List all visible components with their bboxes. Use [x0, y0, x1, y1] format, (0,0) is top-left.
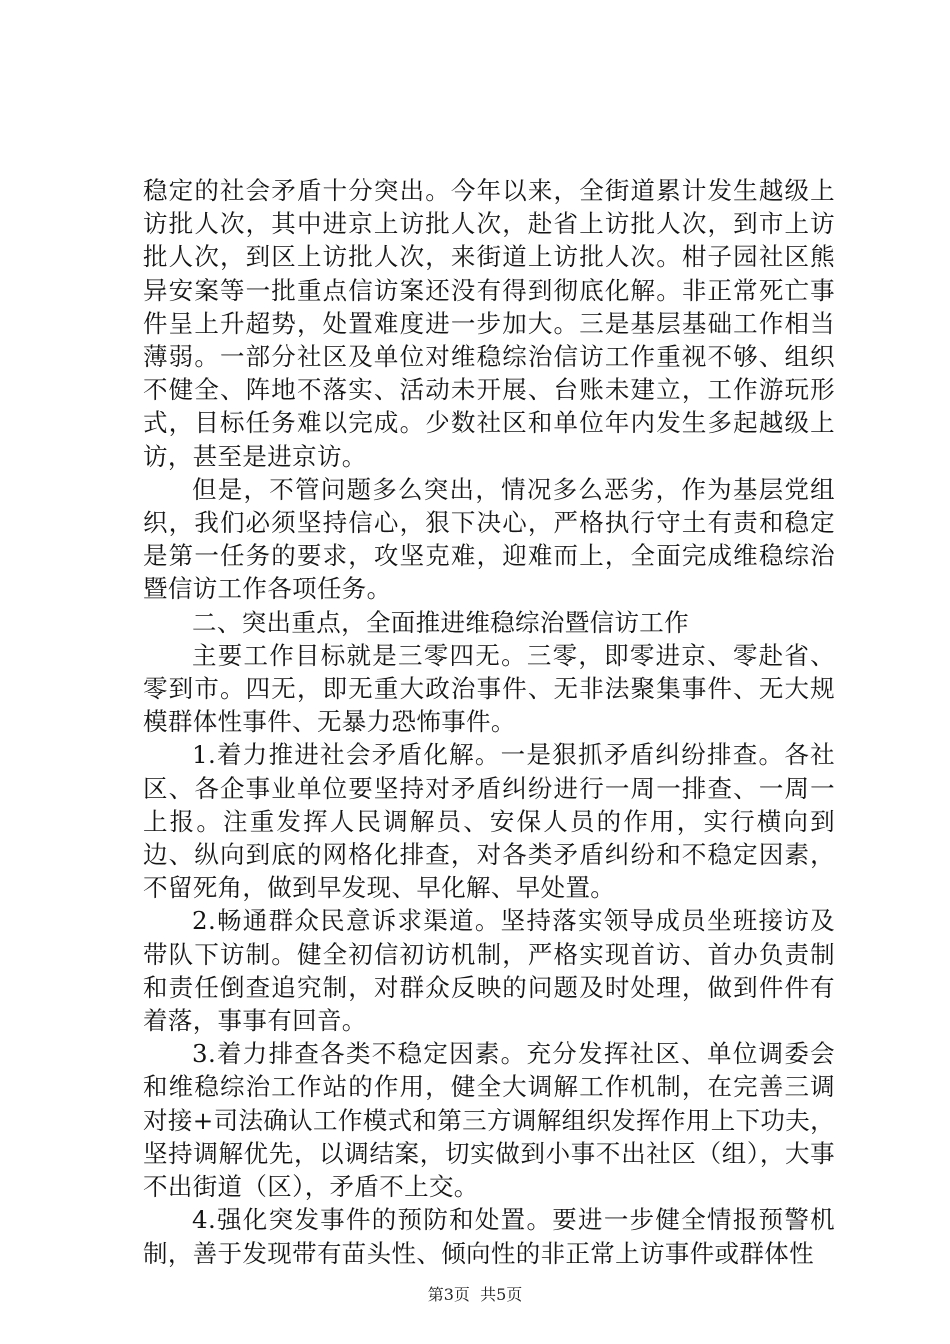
paragraph-main-goal: 主要工作目标就是三零四无。三零，即零进京、零赴省、零到市。四无，即无重大政治事件、无非法聚集事件、无大规模群体性事件、无暴力恐怖事件。	[143, 640, 835, 737]
paragraph-item-4: 4.强化突发事件的预防和处置。要进一步健全情报预警机制，善于发现带有苗头性、倾向性的非正常上访事件或群体性	[143, 1205, 835, 1268]
page-footer	[0, 1282, 950, 1305]
section-heading: 二、突出重点，全面推进维稳综治暨信访工作	[192, 607, 689, 637]
paragraph-continuation: 稳定的社会矛盾十分突出。今年以来，全街道累计发生越级上访批人次，其中进京上访批人次，赴省上访批人次，到市上访批人次，到区上访批人次，来街道上访批人次。柑子园社区熊异安案等一批重点信访案还没有得到彻底化解。非正常死亡事件呈上升超势，处置难度进一步加大。三是基层基础工作相当薄弱。一部分社区及单位对维稳综治信访工作重视不够、组织不健全、阵地不落实、活动未开展、台账未建立，工作游玩形式，目标任务难以完成。少数社区和单位年内发生多起越级上访，甚至是进京访。	[143, 176, 835, 471]
document-body	[143, 174, 835, 1270]
page-number-label: 第3页 共5页	[427, 1285, 523, 1304]
paragraph-item-3: 3.着力排查各类不稳定因素。充分发挥社区、单位调委会和维稳综治工作站的作用，健全大调解工作机制，在完善三调对接+司法确认工作模式和第三方调解组织发挥作用上下功夫，坚持调解优先，以调结案，切实做到小事不出社区（组），大事不出街道（区），矛盾不上交。	[143, 1039, 835, 1202]
paragraph-item-2: 2.畅通群众民意诉求渠道。坚持落实领导成员坐班接访及带队下访制。健全初信初访机制，严格实现首访、首办负责制和责任倒查追究制，对群众反映的问题及时处理，做到件件有着落，事事有回音。	[143, 906, 835, 1036]
paragraph-resolve: 但是，不管问题多么突出，情况多么恶劣，作为基层党组织，我们必须坚持信心，狠下决心，严格执行守土有责和稳定是第一任务的要求，攻坚克难，迎难而上，全面完成维稳综治暨信访工作各项任务。	[143, 474, 835, 604]
paragraph-item-1: 1.着力推进社会矛盾化解。一是狠抓矛盾纠纷排查。各社区、各企事业单位要坚持对矛盾纠纷进行一周一排查、一周一上报。注重发挥人民调解员、安保人员的作用，实行横向到边、纵向到底的网格化排查，对各类矛盾纠纷和不稳定因素，不留死角，做到早发现、早化解、早处置。	[143, 740, 835, 903]
